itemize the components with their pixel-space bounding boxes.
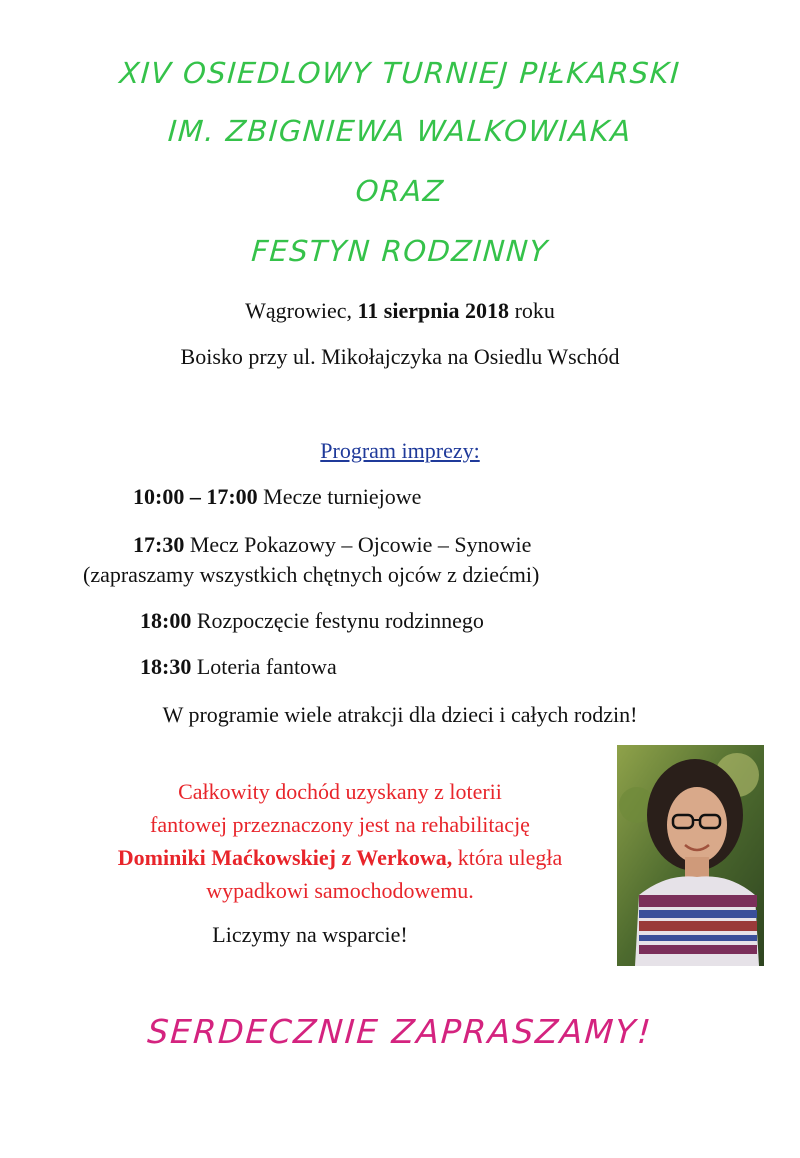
program-item-text: Mecze turniejowe — [263, 484, 422, 509]
event-city: Wągrowiec, — [245, 298, 352, 323]
program-item-note — [83, 562, 539, 588]
charity-beneficiary-name: Dominiki Maćkowskiej z Werkowa, — [117, 845, 453, 870]
program-item-text: (zapraszamy wszystkich chętnych ojców z dziećmi) — [83, 562, 540, 587]
title-line-4: FESTYN RODZINNY — [250, 234, 550, 268]
charity-line-3 — [0, 841, 680, 874]
charity-line-4: wypadkowi samochodowemu. — [206, 878, 474, 903]
beneficiary-photo — [617, 745, 764, 966]
program-item-time: 18:00 — [140, 608, 192, 633]
footer-invite: SERDECZNIE ZAPRASZAMY! — [146, 1012, 654, 1051]
program-item-text: Rozpoczęcie festynu rodzinnego — [196, 608, 484, 633]
program-item-text: Mecz Pokazowy – Ojcowie – Synowie — [189, 532, 532, 557]
charity-line-2: fantowej przeznaczony jest na rehabilitację — [150, 812, 530, 837]
title-line-2: IM. ZBIGNIEWA WALKOWIAKA — [166, 114, 634, 148]
program-heading — [0, 438, 800, 464]
event-location: Boisko przy ul. Mikołajczyka na Osiedlu Wschód — [180, 344, 620, 369]
program-item — [140, 654, 337, 680]
charity-block — [0, 775, 680, 907]
program-item-time: 10:00 – 17:00 — [133, 484, 258, 509]
charity-line-1: Całkowity dochód uzyskany z loterii — [178, 779, 502, 804]
program-item — [133, 484, 421, 510]
event-date-line — [0, 298, 800, 324]
program-item-time: 18:30 — [140, 654, 192, 679]
program-item-time: 17:30 — [133, 532, 185, 557]
program-item-text: Loteria fantowa — [196, 654, 337, 679]
title-line-3: ORAZ — [354, 174, 446, 208]
program-heading-text: Program imprezy: — [320, 438, 480, 463]
charity-support: Liczymy na wsparcie! — [212, 922, 408, 947]
program-item — [140, 608, 484, 634]
charity-line-3-rest: która uległa — [457, 845, 563, 870]
program-closing: W programie wiele atrakcji dla dzieci i całych rodzin! — [162, 702, 638, 727]
event-date: 11 sierpnia 2018 — [357, 298, 510, 323]
event-date-suffix: roku — [514, 298, 555, 323]
title-line-1: XIV OSIEDLOWY TURNIEJ PIŁKARSKI — [118, 56, 682, 90]
program-item — [133, 532, 531, 558]
portrait-image — [617, 745, 764, 966]
